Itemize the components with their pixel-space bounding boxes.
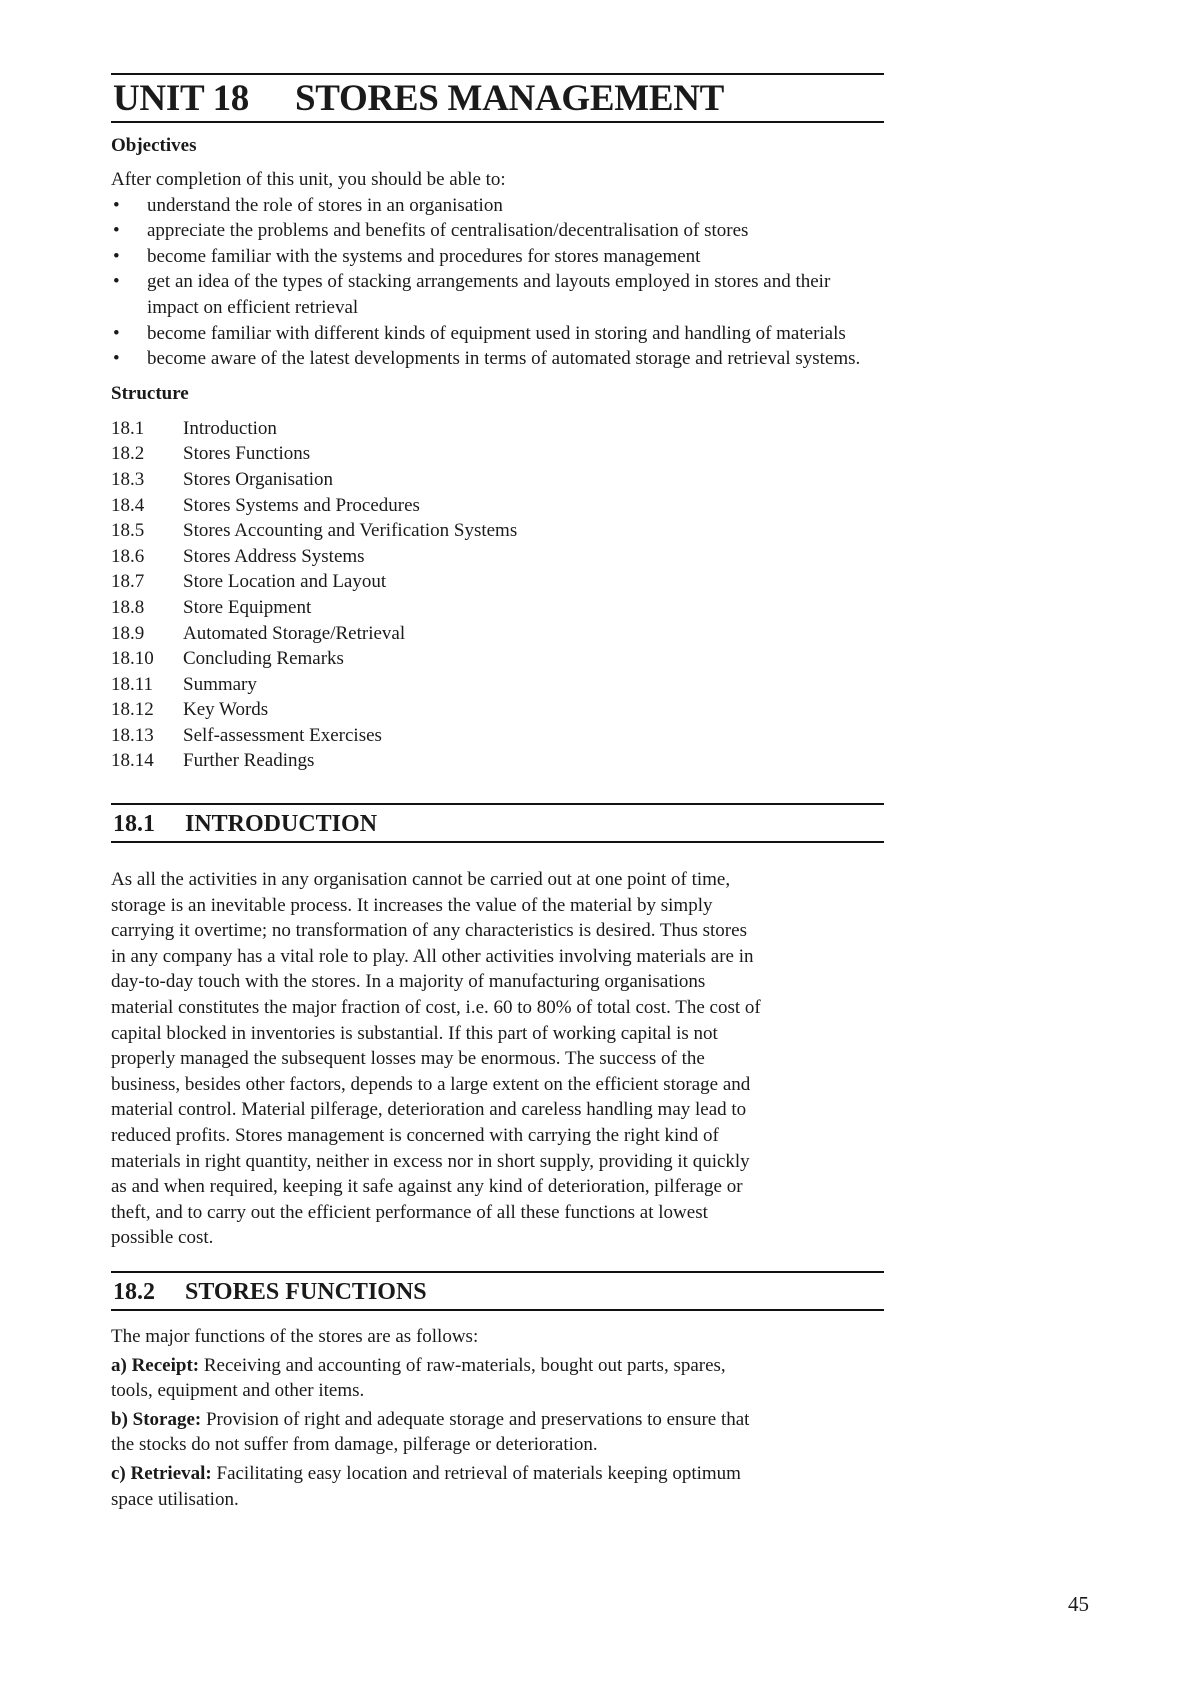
paragraph-line: possible cost. [111,1227,214,1249]
paragraph-line: theft, and to carry out the efficient performance of all these functions at lowest [111,1201,708,1223]
bullet-icon: • [113,194,120,216]
list-item: • get an idea of the types of stacking arrangements and layouts employed in stores and their impact on efficient retrieval [113,271,831,318]
objectives-intro: After completion of this unit, you should be able to: [111,169,506,190]
toc-row: 18.4 Stores Systems and Procedures [111,494,420,516]
paragraph-line: storage is an inevitable process. It increases the value of the material by simply [111,894,713,916]
bullet-icon: • [113,245,120,267]
section-number: 18.2 [113,1278,155,1305]
unit-heading [111,73,884,123]
toc-row: 18.1 Introduction [111,417,277,439]
paragraph-line: as and when required, keeping it safe against any kind of deterioration, pilferage or [111,1176,743,1198]
list-item: • become familiar with the systems and procedures for stores management [111,244,884,270]
toc-row: 18.8 Store Equipment [111,596,312,618]
unit-number: UNIT 18 [113,78,249,119]
section-title: STORES FUNCTIONS [185,1278,427,1305]
function-item-retrieval: c) Retrieval: Facilitating easy location and retrieval of materials keeping optimum space utilisation. [111,1462,741,1510]
paragraph-line: business, besides other factors, depends to a large extent on the efficient storage and [111,1073,751,1095]
function-label: a) Receipt: [111,1354,200,1376]
list-item: • understand the role of stores in an organisation [111,193,884,219]
bullet-icon: • [113,348,120,370]
toc-row: 18.7 Store Location and Layout [111,571,387,593]
paragraph-line: carrying it overtime; no transformation of any characteristics is desired. Thus stores [111,920,747,942]
function-item-storage: b) Storage: Provision of right and adequate storage and preservations to ensure that the stocks do not suffer from damage, pilferage or deterioration. [111,1408,750,1456]
paragraph-line: in any company has a vital role to play. All other activities involving materials are in [111,945,754,967]
paragraph-line: day-to-day touch with the stores. In a majority of manufacturing organisations [111,971,706,993]
section-heading-introduction [111,803,884,843]
bullet-icon: • [113,220,120,242]
toc-row: 18.11 Summary [111,673,257,695]
structure-list [111,416,884,774]
structure-heading: Structure [111,382,189,404]
list-item: • become familiar with different kinds of equipment used in storing and handling of materials [111,321,884,347]
toc-row: 18.12 Key Words [111,699,269,721]
toc-row: 18.2 Stores Functions [111,443,311,465]
function-label: c) Retrieval: [111,1462,212,1484]
function-item-receipt: a) Receipt: Receiving and accounting of raw-materials, bought out parts, spares, tools, equipment and other items. [111,1354,726,1402]
paragraph-line: As all the activities in any organisation cannot be carried out at one point of time, [111,869,731,891]
toc-row: 18.14 Further Readings [111,750,315,772]
list-item: • appreciate the problems and benefits of centralisation/decentralisation of stores [111,218,884,244]
toc-row: 18.5 Stores Accounting and Verification Systems [111,520,518,542]
paragraph-line: material control. Material pilferage, deterioration and careless handling may lead to [111,1099,747,1121]
toc-row: 18.6 Stores Address Systems [111,545,365,567]
toc-row: 18.3 Stores Organisation [111,468,334,490]
paragraph-line: properly managed the subsequent losses may be enormous. The success of the [111,1048,705,1070]
toc-row: 18.10 Concluding Remarks [111,648,344,670]
paragraph-line: capital blocked in inventories is substantial. If this part of working capital is not [111,1022,718,1044]
paragraph-line: reduced profits. Stores management is concerned with carrying the right kind of [111,1125,719,1146]
toc-row: 18.9 Automated Storage/Retrieval [111,622,406,644]
document-page [111,73,884,1512]
list-item: • become aware of the latest developments in terms of automated storage and retrieval systems. [111,346,884,372]
section-heading-stores-functions [111,1271,884,1311]
introduction-paragraph [111,867,884,1251]
page-number: 45 [1068,1592,1089,1616]
paragraph-line: materials in right quantity, neither in excess nor in short supply, providing it quickly [111,1150,750,1172]
section-title: INTRODUCTION [185,811,378,838]
functions-intro: The major functions of the stores are as follows: [111,1325,479,1347]
paragraph-line: material constitutes the major fraction of cost, i.e. 60 to 80% of total cost. The cost of [111,997,761,1019]
bullet-icon: • [113,322,120,344]
toc-row: 18.13 Self-assessment Exercises [111,724,382,746]
objectives-list [111,193,884,372]
objectives-heading: Objectives [111,135,197,156]
section-number: 18.1 [113,811,155,838]
function-label: b) Storage: [111,1408,202,1430]
bullet-icon: • [113,271,120,293]
unit-title: STORES MANAGEMENT [295,78,725,119]
